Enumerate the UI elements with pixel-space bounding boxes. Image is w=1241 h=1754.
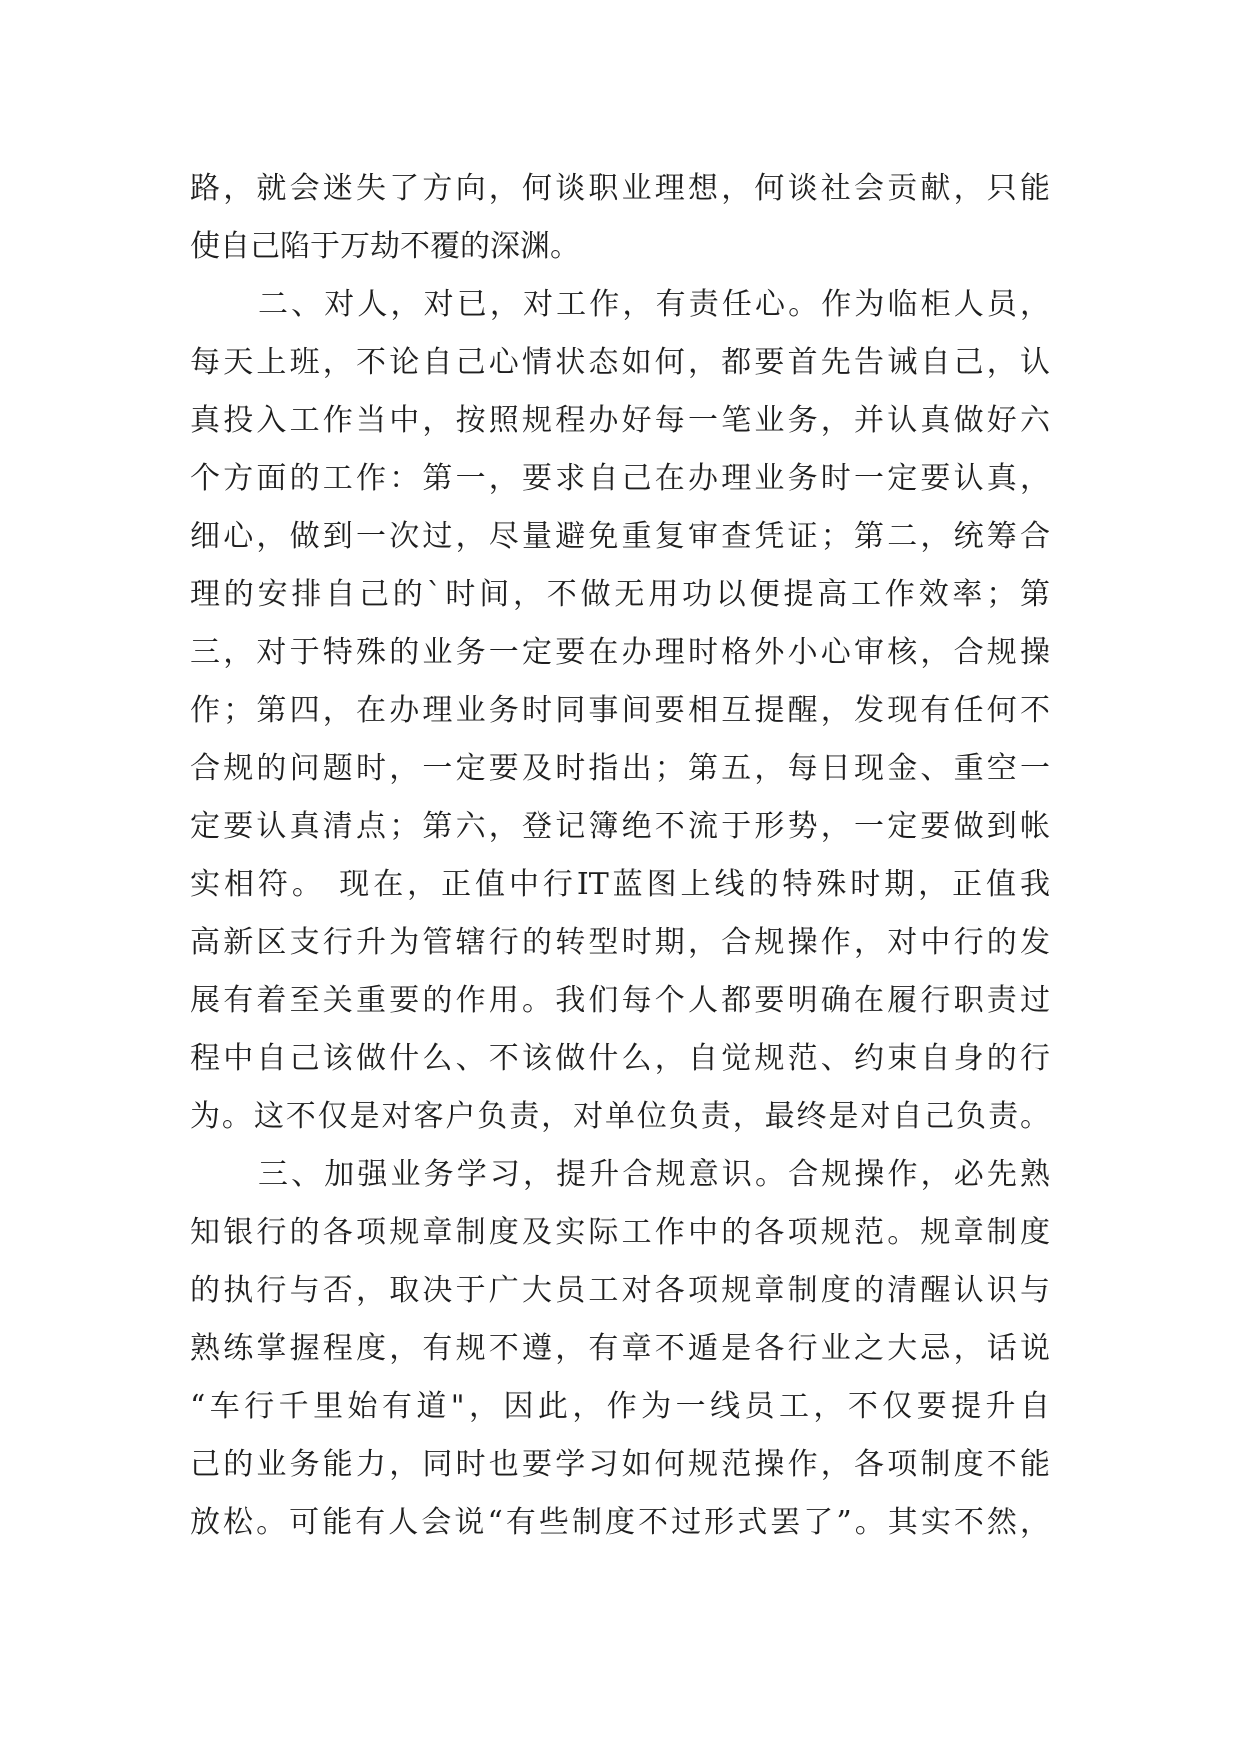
text-line: 程中自己该做什么、不该做什么，自觉规范、约束自身的行 bbox=[190, 1041, 1050, 1076]
text-line: 展有着至关重要的作用。我们每个人都要明确在履行职责过 bbox=[190, 983, 1050, 1018]
text-line: 为。这不仅是对客户负责，对单位负责，最终是对自己负责。 bbox=[190, 1099, 1050, 1134]
paragraph-first-line: 三、加强业务学习，提升合规意识。合规操作，必先熟 bbox=[258, 1157, 1050, 1192]
text-line: 个方面的工作：第一，要求自己在办理业务时一定要认真， bbox=[190, 461, 1050, 496]
text-line: 真投入工作当中，按照规程办好每一笔业务，并认真做好六 bbox=[190, 403, 1050, 438]
text-line: 使自己陷于万劫不覆的深渊。 bbox=[190, 229, 580, 264]
text-line: 每天上班，不论自己心情状态如何，都要首先告诫自己，认 bbox=[190, 345, 1050, 380]
text-line: 细心，做到一次过，尽量避免重复审查凭证；第二，统筹合 bbox=[190, 519, 1050, 554]
text-line: 定要认真清点；第六，登记簿绝不流于形势，一定要做到帐 bbox=[190, 809, 1050, 844]
text-line: 作；第四，在办理业务时同事间要相互提醒，发现有任何不 bbox=[190, 693, 1050, 728]
text-line: 熟练掌握程度，有规不遵，有章不遁是各行业之大忌，话说 bbox=[190, 1331, 1050, 1366]
text-line: “车行千里始有道"，因此，作为一线员工，不仅要提升自 bbox=[190, 1389, 1050, 1424]
text-line: 三，对于特殊的业务一定要在办理时格外小心审核，合规操 bbox=[190, 635, 1050, 670]
text-line: 己的业务能力，同时也要学习如何规范操作，各项制度不能 bbox=[190, 1447, 1050, 1482]
text-line: 实相符。 现在，正值中行IT蓝图上线的特殊时期，正值我 bbox=[190, 867, 1050, 902]
text-line: 高新区支行升为管辖行的转型时期，合规操作，对中行的发 bbox=[190, 925, 1050, 960]
text-line: 路，就会迷失了方向，何谈职业理想，何谈社会贡献，只能 bbox=[190, 171, 1050, 206]
text-line: 合规的问题时，一定要及时指出；第五，每日现金、重空一 bbox=[190, 751, 1050, 786]
paragraph-first-line: 二、对人，对已，对工作，有责任心。作为临柜人员， bbox=[258, 287, 1050, 322]
body-text bbox=[190, 160, 1050, 1552]
text-line: 理的安排自己的`时间，不做无用功以便提高工作效率；第 bbox=[190, 577, 1050, 612]
text-line: 的执行与否，取决于广大员工对各项规章制度的清醒认识与 bbox=[190, 1273, 1050, 1308]
text-line: 知银行的各项规章制度及实际工作中的各项规范。规章制度 bbox=[190, 1215, 1050, 1250]
text-line: 放松。可能有人会说“有些制度不过形式罢了”。其实不然， bbox=[190, 1505, 1050, 1540]
